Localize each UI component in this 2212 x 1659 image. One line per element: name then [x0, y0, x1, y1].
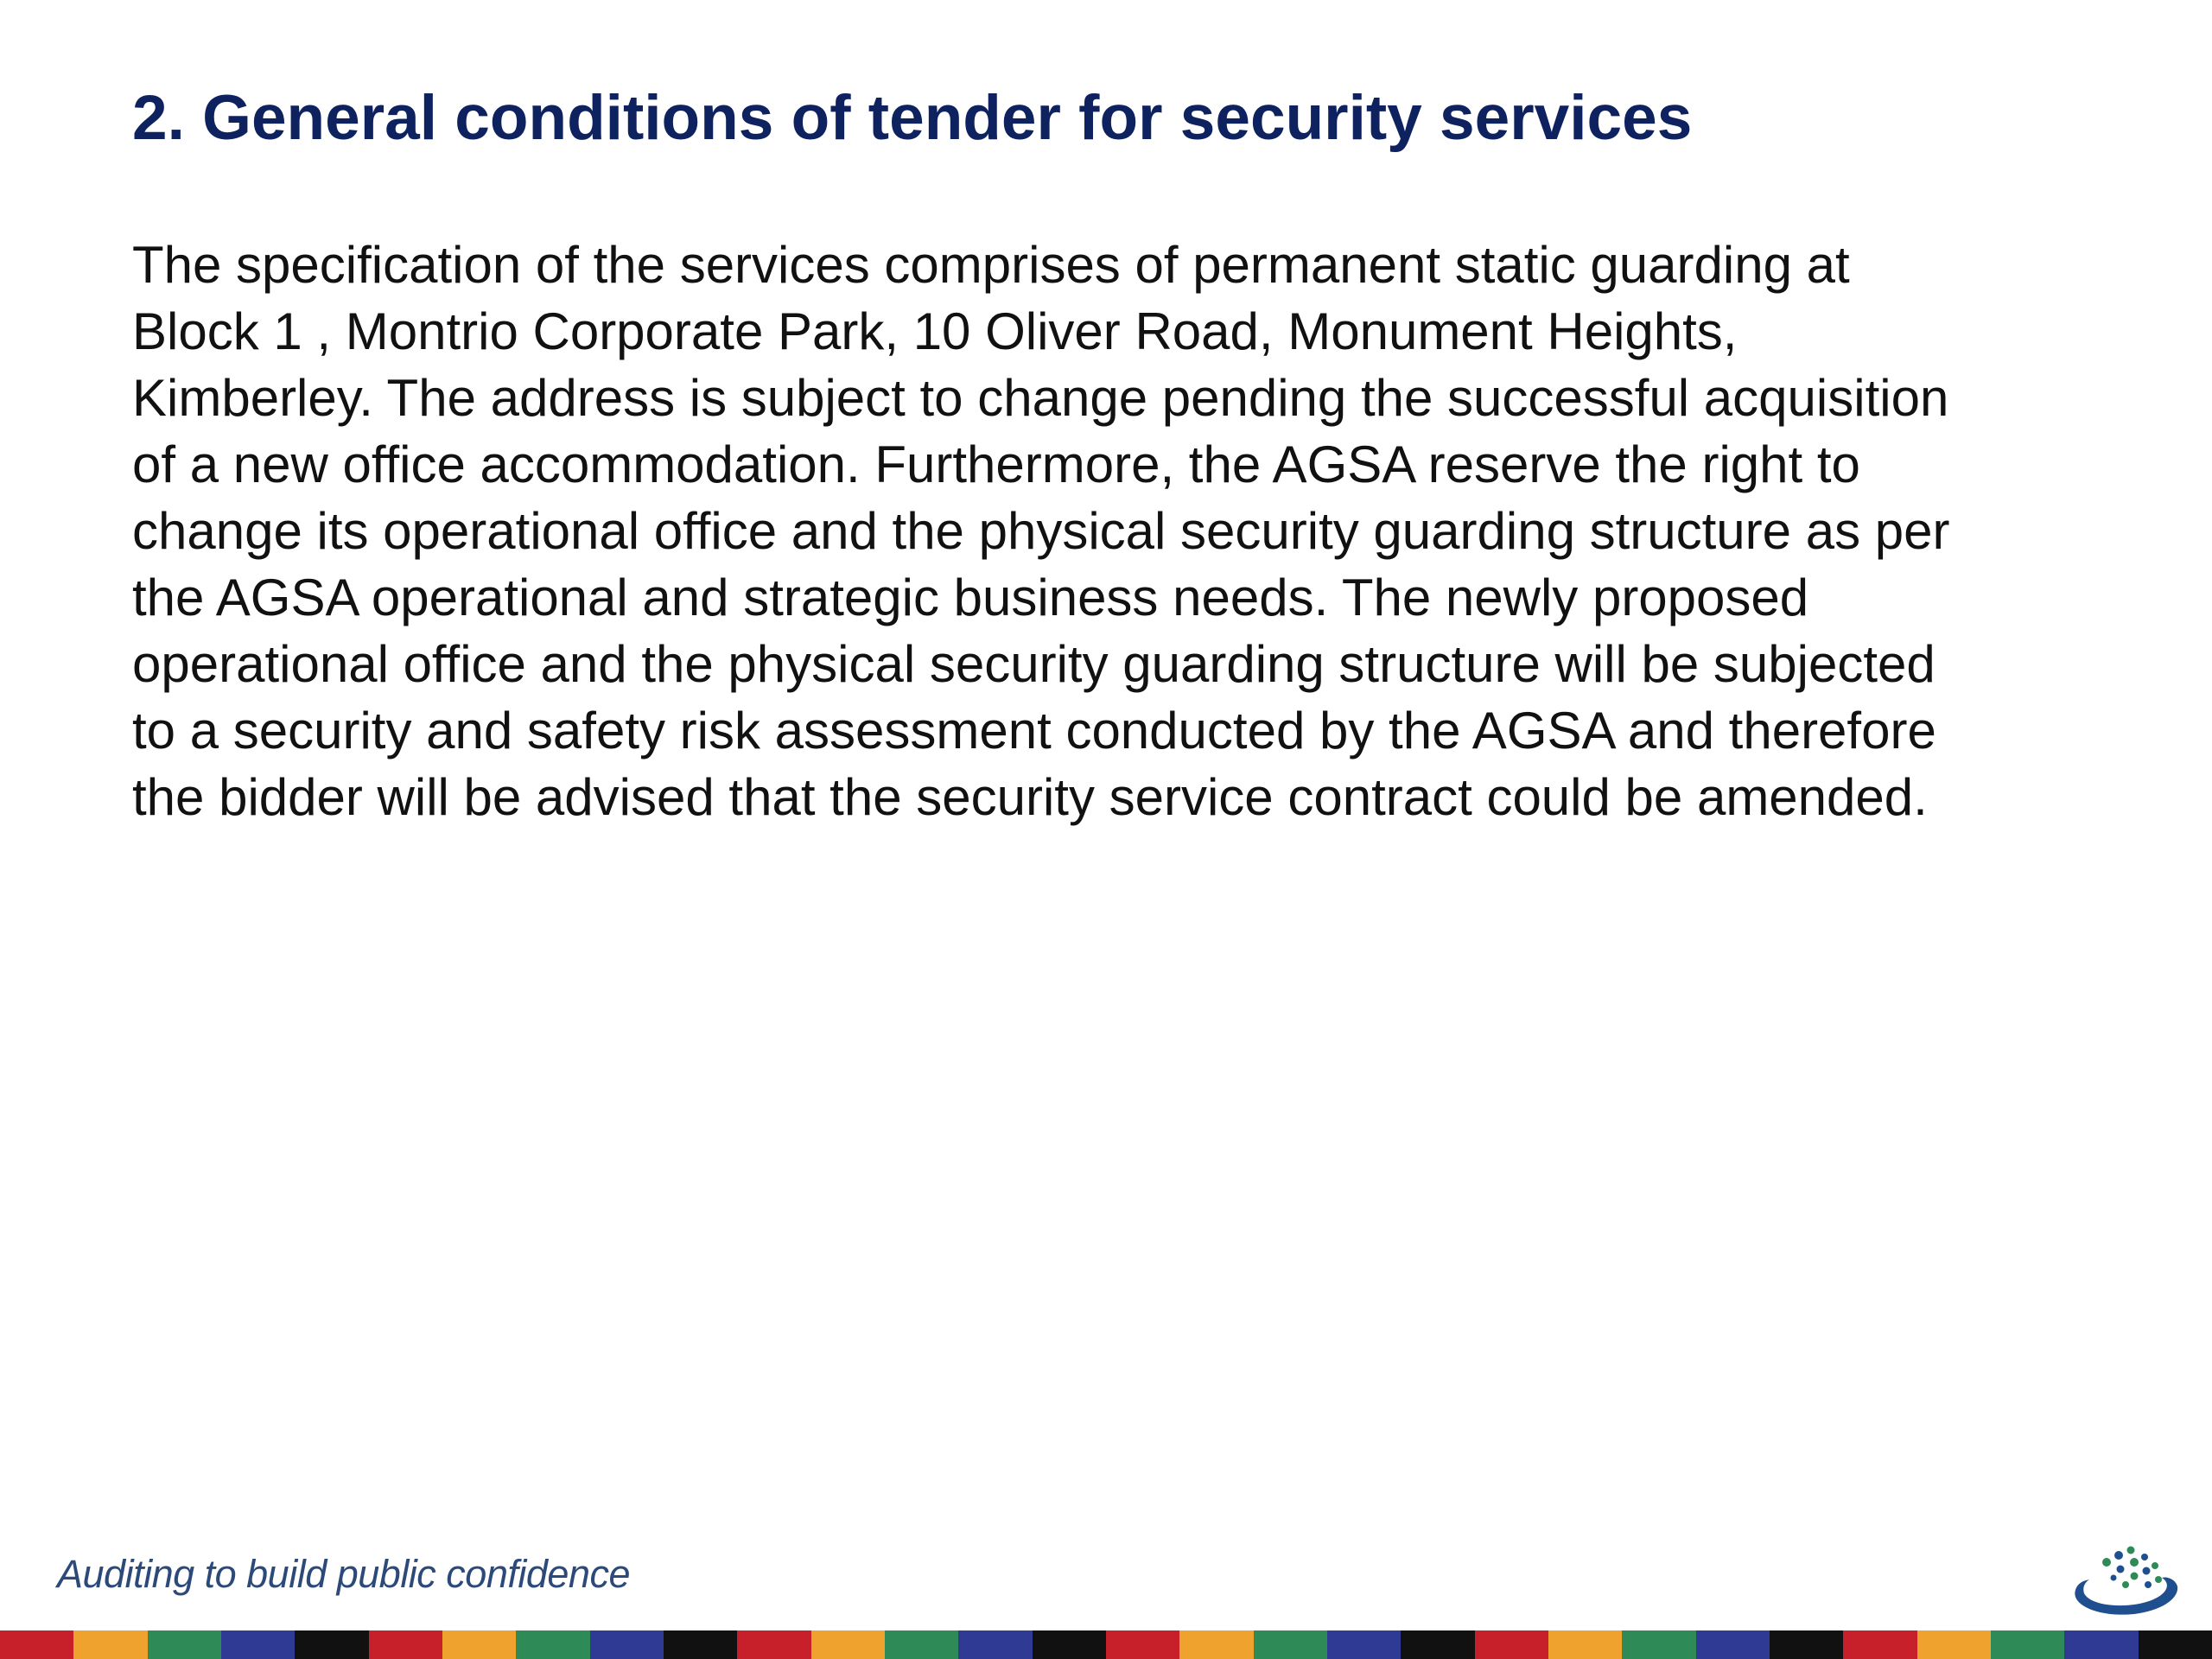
body-line: the bidder will be advised that the security service contract could be amended. — [132, 768, 1928, 826]
stripe-segment — [1033, 1630, 1106, 1659]
slide-body — [132, 232, 2145, 830]
stripe-segment — [1843, 1630, 1916, 1659]
stripe-segment — [73, 1630, 147, 1659]
stripe-segment — [885, 1630, 958, 1659]
stripe-segment — [221, 1630, 295, 1659]
stripe-segment — [295, 1630, 368, 1659]
stripe-segment — [1106, 1630, 1179, 1659]
stripe-segment — [1327, 1630, 1401, 1659]
stripe-segment — [1622, 1630, 1695, 1659]
body-line: Kimberley. The address is subject to change pending the successful acquisition — [132, 369, 1949, 427]
footer-tagline: Auditing to build public confidence — [57, 1552, 630, 1596]
stripe-segment — [737, 1630, 810, 1659]
stripe-segment — [2139, 1630, 2212, 1659]
stripe-segment — [148, 1630, 221, 1659]
body-line: the AGSA operational and strategic business needs. The newly proposed — [132, 569, 1809, 626]
agsa-logo-icon — [2065, 1536, 2186, 1623]
stripe-segment — [1254, 1630, 1327, 1659]
stripe-segment — [590, 1630, 664, 1659]
body-line: operational office and the physical security guarding structure will be subjected — [132, 635, 1936, 693]
stripe-segment — [1696, 1630, 1770, 1659]
footer-color-stripe — [0, 1630, 2212, 1659]
stripe-segment — [369, 1630, 442, 1659]
stripe-segment — [811, 1630, 885, 1659]
body-line: The specification of the services comprises of permanent static guarding at — [132, 236, 1850, 294]
stripe-segment — [1401, 1630, 1474, 1659]
body-line: Block 1 , Montrio Corporate Park, 10 Oliver Road, Monument Heights, — [132, 302, 1738, 360]
stripe-segment — [516, 1630, 589, 1659]
body-line: to a security and safety risk assessment conducted by the AGSA and therefore — [132, 702, 1936, 760]
stripe-segment — [1179, 1630, 1253, 1659]
stripe-segment — [1548, 1630, 1622, 1659]
slide-title: 2. General conditions of tender for security services — [132, 83, 1693, 153]
stripe-segment — [664, 1630, 737, 1659]
stripe-segment — [1917, 1630, 1991, 1659]
stripe-segment — [442, 1630, 516, 1659]
stripe-segment — [1475, 1630, 1548, 1659]
stripe-segment — [2064, 1630, 2138, 1659]
stripe-segment — [958, 1630, 1032, 1659]
stripe-segment — [1991, 1630, 2064, 1659]
body-line: of a new office accommodation. Furthermore, the AGSA reserve the right to — [132, 435, 1860, 493]
stripe-segment — [1770, 1630, 1843, 1659]
stripe-segment — [0, 1630, 73, 1659]
body-line: change its operational office and the physical security guarding structure as per — [132, 502, 1950, 560]
